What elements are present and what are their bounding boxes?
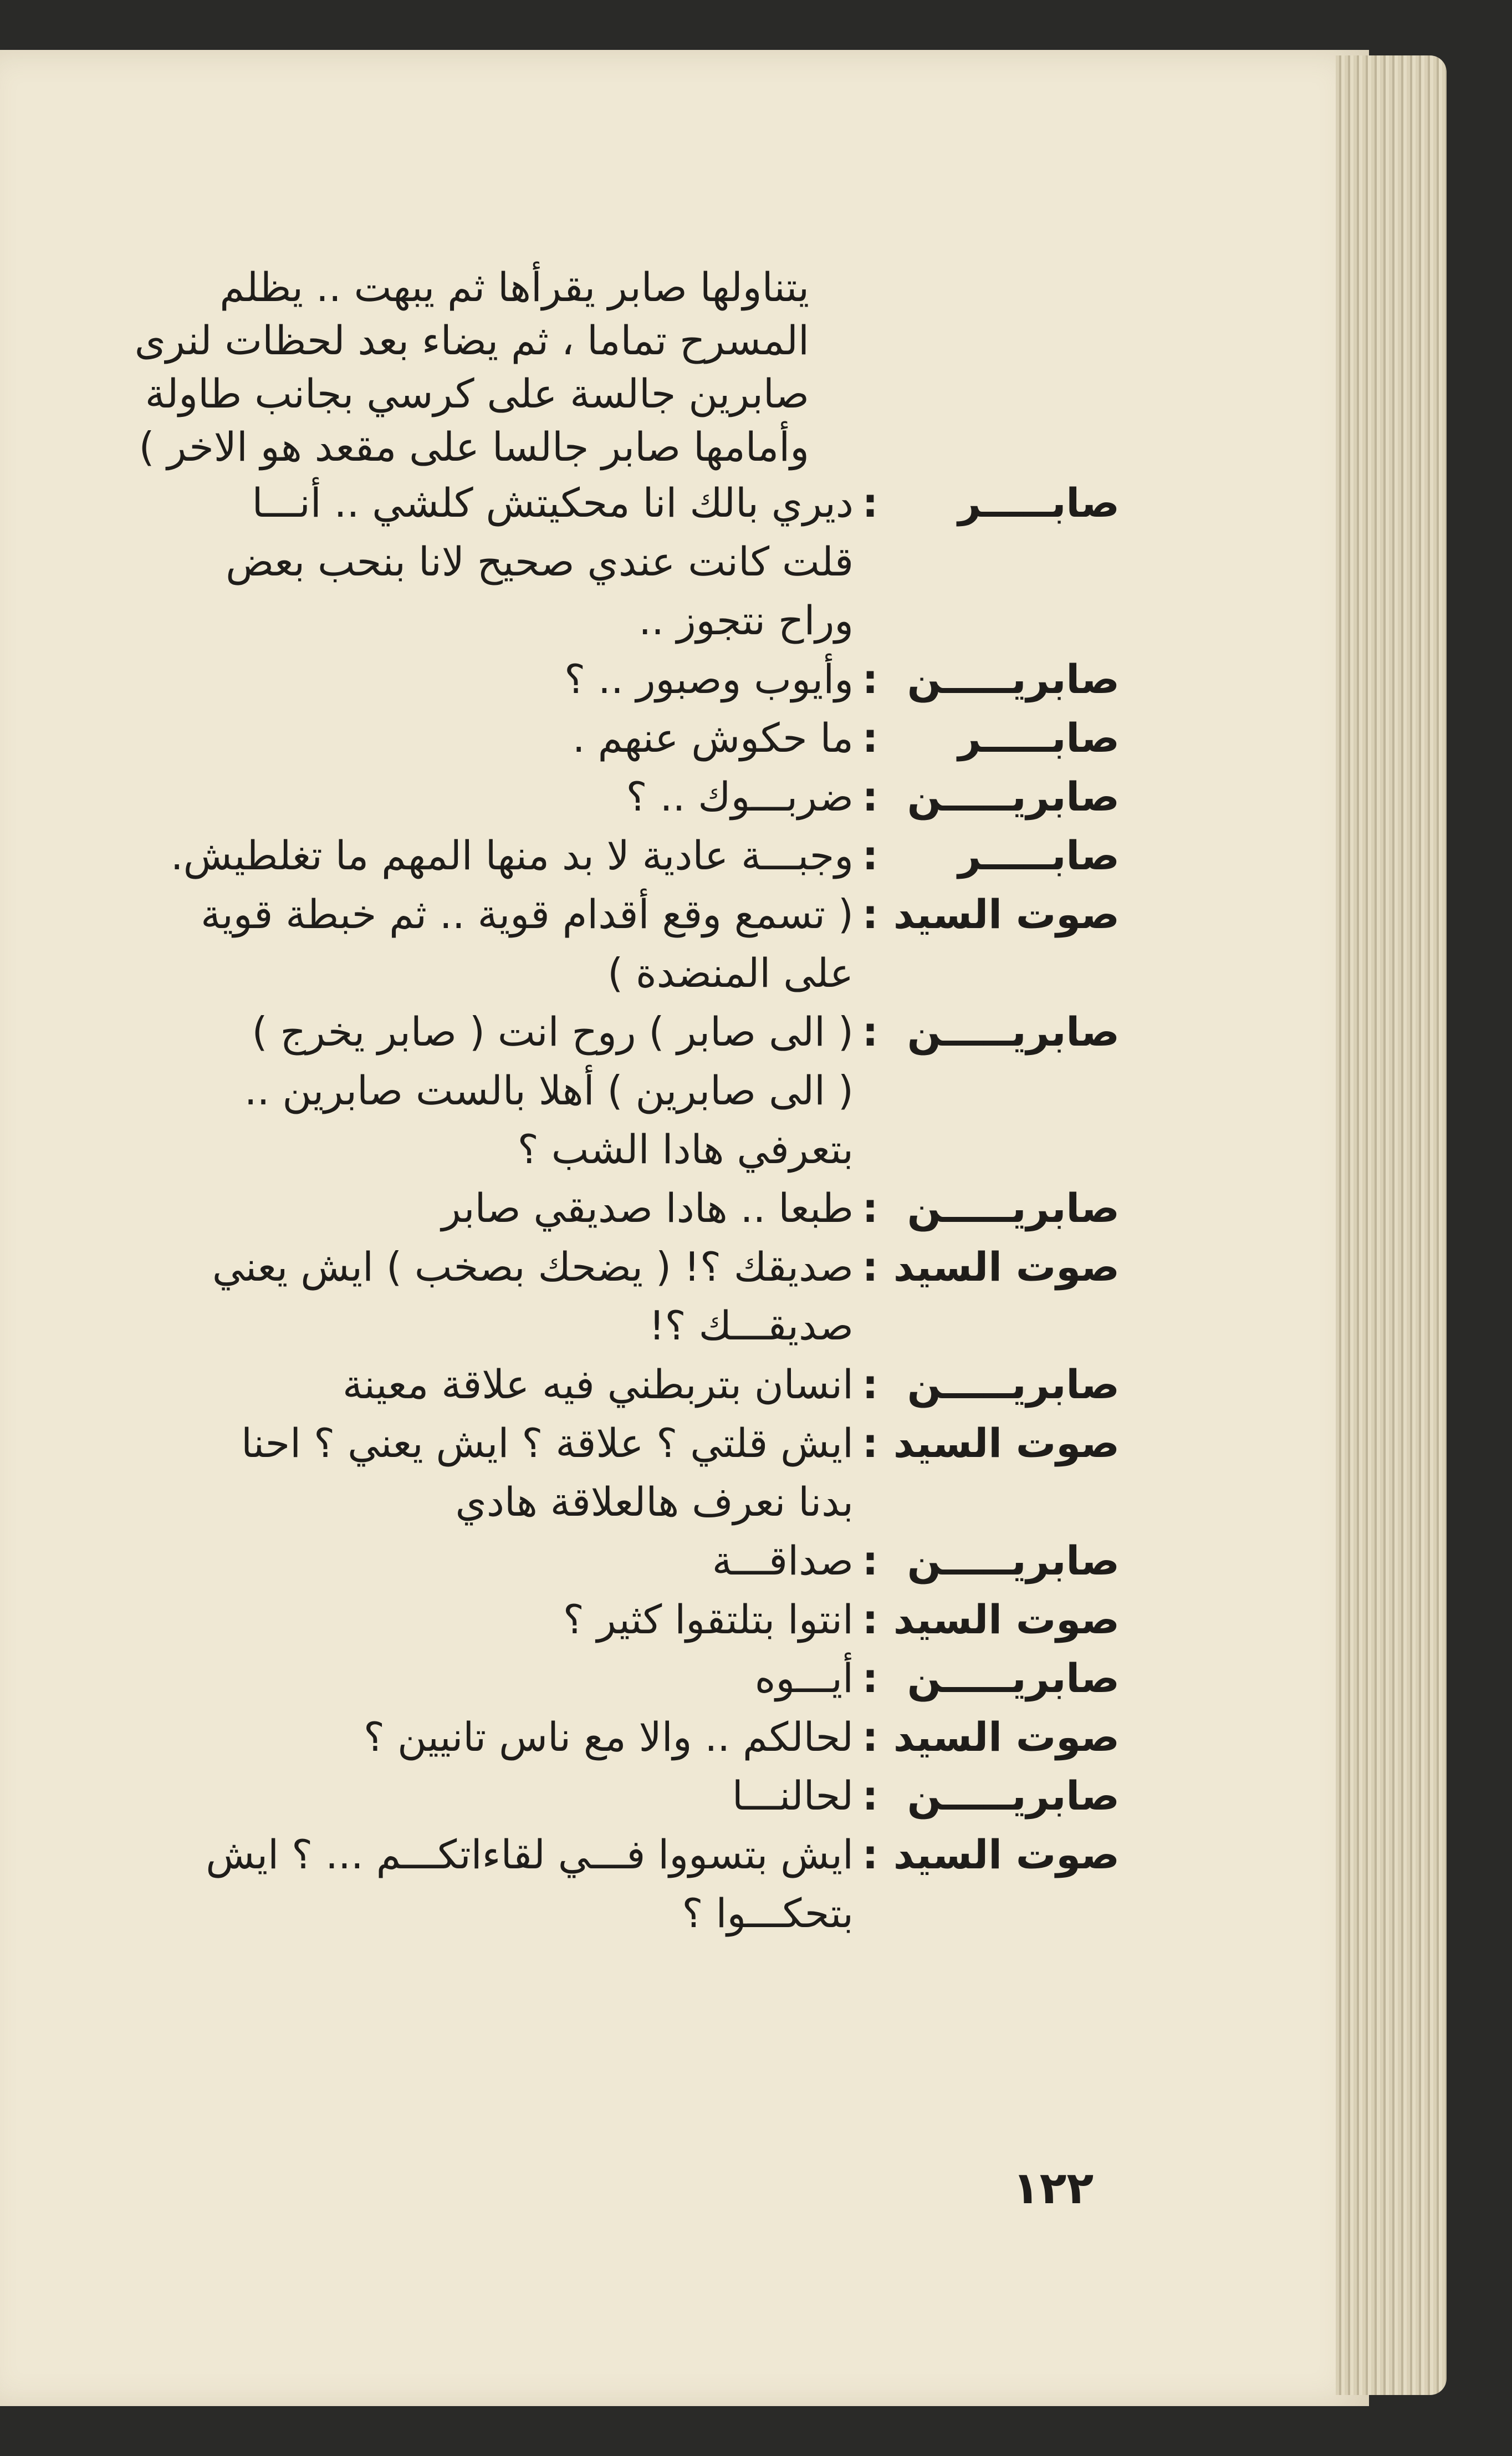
dialogue-text: صديقـــك ؟! [648, 1302, 854, 1349]
script-text [78, 261, 1120, 1943]
speaker-colon: : [862, 1244, 878, 1290]
speaker-name: صابريـــــن [907, 1655, 1120, 1701]
dialogue-text: على المنضدة ) [607, 950, 854, 996]
page-edges [1336, 55, 1447, 2395]
speaker-colon: : [862, 656, 878, 702]
dialogue-line [78, 1414, 1120, 1472]
speaker-colon: : [862, 1772, 878, 1819]
dialogue-text: ( تسمع وقع أقدام قوية .. ثم خبطة قوية [201, 891, 854, 937]
speaker-colon: : [862, 1420, 878, 1466]
dialogue-line [78, 1766, 1120, 1825]
dialogue-text: وراح نتجوز .. [638, 597, 854, 644]
speaker-colon: : [862, 1714, 878, 1760]
dialogue-text: ضربـــوك .. ؟ [626, 773, 854, 820]
dialogue-line [78, 1061, 1120, 1120]
speaker-name: صابريـــــن [907, 1361, 1120, 1408]
stage-direction-line: المسرح تماما ، ثم يضاء بعد لحظات لنرى [134, 317, 809, 364]
speaker-name: صابريـــــن [907, 1185, 1120, 1231]
dialogue-text: ايش بتسووا فـــي لقاءاتكـــم ... ؟ ايش [206, 1831, 854, 1878]
speaker-name: صوت السيد [893, 1714, 1120, 1760]
speaker-name: صوت السيد [893, 1244, 1120, 1290]
speaker-colon: : [862, 891, 878, 937]
stage-direction-line: وأمامها صابر جالسا على مقعد هو الاخر ) [139, 424, 809, 470]
dialogue-line [78, 826, 1120, 885]
dialogue-text: ما حكوش عنهم . [572, 715, 854, 761]
dialogue-line [78, 1002, 1120, 1061]
dialogue-text: بتعرفي هادا الشب ؟ [517, 1126, 854, 1173]
stage-direction-line: يتناولها صابر يقرأها ثم يبهت .. يظلم [219, 264, 809, 310]
dialogue-text: ديري بالك انا محكيتش كلشي .. أنـــا [252, 480, 854, 526]
dialogue-text: انتوا بتلتقوا كثير ؟ [563, 1596, 854, 1643]
dialogue-text: ( الى صابر ) روح انت ( صابر يخرج ) [252, 1008, 854, 1055]
dialogue-line [78, 1237, 1120, 1296]
page-number: ١٢٢ [1012, 2162, 1094, 2214]
speaker-name: صابـــــر [958, 715, 1120, 761]
speaker-colon: : [862, 773, 878, 820]
speaker-colon: : [862, 1655, 878, 1701]
speaker-name: صابريـــــن [907, 1772, 1120, 1819]
stage-direction-line: صابرين جالسة على كرسي بجانب طاولة [145, 370, 809, 417]
dialogue-line [78, 709, 1120, 767]
speaker-colon: : [862, 1185, 878, 1231]
dialogue-text: بتحكـــوا ؟ [682, 1890, 854, 1937]
dialogue-line [78, 1825, 1120, 1884]
speaker-colon: : [862, 832, 878, 879]
dialogue-line [78, 1531, 1120, 1590]
dialogue-line [78, 944, 1120, 1002]
dialogue-text: لحالنـــا [732, 1772, 854, 1819]
dialogue-line [78, 885, 1120, 944]
speaker-colon: : [862, 1008, 878, 1055]
dialogue-line [78, 591, 1120, 650]
speaker-name: صابـــــر [958, 480, 1120, 526]
speaker-name: صابريـــــن [907, 1008, 1120, 1055]
dialogue-text: صداقـــة [712, 1537, 854, 1584]
speaker-name: صابريـــــن [907, 773, 1120, 820]
dialogue-line [78, 1120, 1120, 1179]
speaker-colon: : [862, 480, 878, 526]
dialogue-text: قلت كانت عندي صحيح لانا بنحب بعض [226, 538, 854, 585]
speaker-name: صوت السيد [893, 891, 1120, 937]
dialogue-line [78, 1590, 1120, 1649]
dialogue-text: ايش قلتي ؟ علاقة ؟ ايش يعني ؟ احنا [241, 1420, 854, 1466]
dialogue-line [78, 1708, 1120, 1766]
dialogue-line [78, 767, 1120, 826]
dialogue-text: لحالكم .. والا مع ناس تانيين ؟ [363, 1714, 854, 1760]
dialogue-text: وأيوب وصبور .. ؟ [564, 656, 854, 702]
speaker-name: صابريـــــن [907, 1537, 1120, 1584]
dialogue-line [78, 1649, 1120, 1708]
dialogue-text: أيـــوه [754, 1655, 854, 1701]
speaker-name: صوت السيد [893, 1831, 1120, 1878]
speaker-name: صوت السيد [893, 1596, 1120, 1643]
dialogue-text: طبعا .. هادا صديقي صابر [441, 1185, 854, 1231]
dialogue-text: وجبـــة عادية لا بد منها المهم ما تغلطيش. [170, 832, 854, 879]
speaker-colon: : [862, 715, 878, 761]
speaker-name: صابـــــر [958, 832, 1120, 879]
dialogue-list [78, 473, 1120, 1943]
speaker-name: صوت السيد [893, 1420, 1120, 1466]
dialogue-text: بدنا نعرف هالعلاقة هادي [455, 1479, 854, 1525]
dialogue-line [78, 1296, 1120, 1355]
dialogue-line [78, 1472, 1120, 1531]
speaker-colon: : [862, 1831, 878, 1878]
dialogue-line [78, 1355, 1120, 1414]
dialogue-text: انسان بتربطني فيه علاقة معينة [342, 1361, 854, 1408]
speaker-name: صابريـــــن [907, 656, 1120, 702]
speaker-colon: : [862, 1537, 878, 1584]
speaker-colon: : [862, 1596, 878, 1643]
dialogue-line [78, 1179, 1120, 1237]
dialogue-line [78, 1884, 1120, 1943]
dialogue-line [78, 650, 1120, 709]
dialogue-line [78, 532, 1120, 591]
speaker-colon: : [862, 1361, 878, 1408]
dialogue-line [78, 473, 1120, 532]
dialogue-text: ( الى صابرين ) أهلا بالست صابرين .. [244, 1067, 854, 1114]
dialogue-text: صديقك ؟! ( يضحك بصخب ) ايش يعني [212, 1244, 854, 1290]
